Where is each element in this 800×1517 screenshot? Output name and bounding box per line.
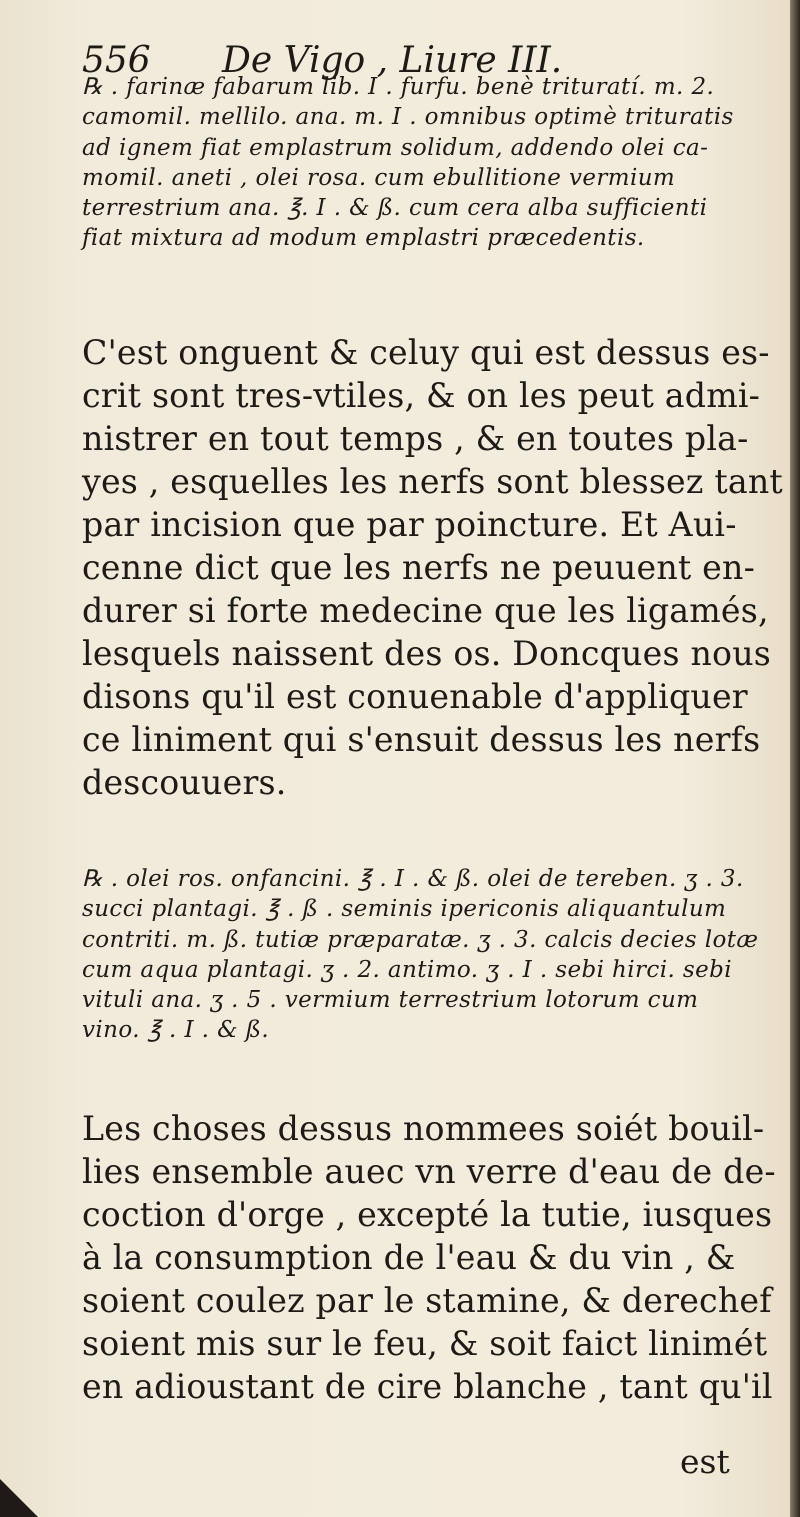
page-corner-shadow <box>0 1479 38 1517</box>
text-line: à la consumption de l'eau & du vin , & <box>82 1238 736 1277</box>
text-line: lies ensemble auec vn verre d'eau de de- <box>82 1152 776 1191</box>
text-line: vino. ℥ . I . & ß. <box>82 1017 270 1044</box>
text-line: soient coulez par le stamine, & derechef <box>82 1281 772 1320</box>
text-line: en adioustant de cire blanche , tant qu'il <box>82 1367 773 1406</box>
text-line: cenne dict que les nerfs ne peuuent en- <box>82 548 756 587</box>
text-line: ce liniment qui s'ensuit dessus les nerfs <box>82 720 761 759</box>
text-line: terrestrium ana. ℥. I . & ß. cum cera alba sufficienti <box>82 195 708 222</box>
running-title: De Vigo , Liure III. <box>222 40 563 81</box>
text-line: fiat mixtura ad modum emplastri præcedentis. <box>82 225 645 252</box>
french-paragraph-1 <box>82 331 783 804</box>
text-line: yes , esquelles les nerfs sont blessez tant <box>82 462 783 501</box>
book-edge-shadow <box>790 0 800 1517</box>
catchword: est <box>680 1442 730 1481</box>
page-number: 556 <box>82 40 151 81</box>
text-line: par incision que par poincture. Et Aui- <box>82 505 737 544</box>
text-line: soient mis sur le feu, & soit faict linimét <box>82 1324 768 1363</box>
text-line: coction d'orge , excepté la tutie, iusques <box>82 1195 773 1234</box>
latin-recipe-1 <box>82 72 740 254</box>
text-line: contriti. m. ß. tutiæ præparatæ. ʒ . 3. calcis decies lotæ <box>82 926 759 953</box>
text-line: disons qu'il est conuenable d'appliquer <box>82 677 748 716</box>
latin-recipe-2 <box>82 864 759 1046</box>
text-line: vituli ana. ʒ . 5 . vermium terrestrium lotorum cum <box>82 987 699 1014</box>
french-paragraph-2 <box>82 1107 776 1408</box>
text-line: nistrer en tout temps , & en toutes pla- <box>82 419 749 458</box>
text-line: ad ignem fiat emplastrum solidum, addendo olei ca- <box>82 134 709 161</box>
text-line: lesquels naissent des os. Doncques nous <box>82 634 772 673</box>
text-line: momil. aneti , olei rosa. cum ebullitione vermium <box>82 164 676 191</box>
text-line: descouuers. <box>82 763 287 802</box>
text-line: succi plantagi. ℥ . ß . seminis ipericonis aliquantulum <box>82 896 727 923</box>
text-line: cum aqua plantagi. ʒ . 2. antimo. ʒ . I . sebi hirci. sebi <box>82 956 732 983</box>
text-line: ℞ . olei ros. onfancini. ℥ . I . & ß. olei de tereben. ʒ . 3. <box>82 866 744 892</box>
text-line: crit sont tres-vtiles, & on les peut admi- <box>82 376 761 415</box>
text-line: ℞ . farinæ fabarum lib. I . furfu. benè trituratí. m. 2. <box>82 74 715 100</box>
text-line: durer si forte medecine que les ligamés, <box>82 591 769 630</box>
text-line: camomil. mellilo. ana. m. I . omnibus optimè trituratis <box>82 104 734 131</box>
text-line: C'est onguent & celuy qui est dessus es- <box>82 333 770 372</box>
text-line: Les choses dessus nommees soiét bouil- <box>82 1109 765 1148</box>
